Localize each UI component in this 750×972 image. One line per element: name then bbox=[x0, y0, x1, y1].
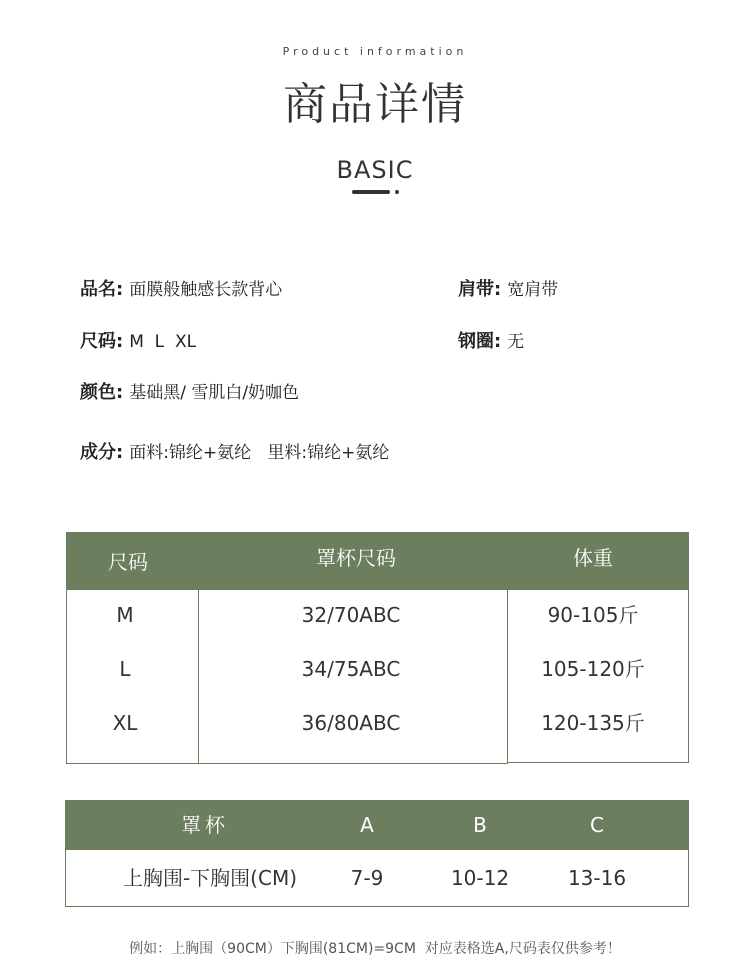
info-strap-value: 宽肩带 bbox=[507, 280, 559, 300]
table-border bbox=[65, 906, 689, 907]
cup-table-value-a: 7-9 bbox=[350, 866, 384, 890]
info-size bbox=[80, 327, 196, 353]
info-material-value: 面料:锦纶+氨纶 里料:锦纶+氨纶 bbox=[129, 443, 390, 463]
weight-cell: 105-120斤 bbox=[541, 657, 645, 681]
info-size-key: 尺码: bbox=[80, 331, 124, 352]
table-border bbox=[688, 850, 689, 907]
cup-cell: 34/75ABC bbox=[301, 657, 401, 681]
cup-cell: 36/80ABC bbox=[301, 711, 401, 735]
table-border bbox=[66, 763, 508, 764]
info-strap-key: 肩带: bbox=[458, 279, 502, 300]
section-title: BASIC bbox=[336, 156, 414, 184]
info-color bbox=[80, 378, 299, 404]
size-cell: L bbox=[119, 657, 131, 681]
subtitle-en: Product information bbox=[282, 45, 468, 58]
size-cell: M bbox=[116, 603, 134, 627]
cup-table-header-b: B bbox=[473, 813, 487, 837]
weight-cell: 120-135斤 bbox=[541, 711, 645, 735]
info-strap bbox=[458, 275, 558, 301]
info-name bbox=[80, 275, 282, 301]
info-material-key: 成分: bbox=[80, 442, 124, 463]
cup-table-value-b: 10-12 bbox=[450, 866, 510, 890]
section-underline-dot bbox=[395, 190, 399, 194]
cup-table-row-label: 上胸围-下胸围(CM) bbox=[122, 866, 298, 890]
cup-cell: 32/70ABC bbox=[301, 603, 401, 627]
page-title: 商品详情 bbox=[283, 79, 467, 130]
table-border bbox=[507, 762, 689, 763]
size-table-header-weight: 体重 bbox=[573, 546, 613, 570]
table-border bbox=[65, 850, 66, 907]
table-border bbox=[688, 590, 689, 763]
cup-table bbox=[65, 800, 689, 907]
section-underline bbox=[352, 190, 390, 194]
info-name-value: 面膜般触感长款背心 bbox=[129, 280, 283, 300]
info-wire bbox=[458, 327, 524, 353]
info-color-key: 颜色: bbox=[80, 382, 124, 403]
info-wire-key: 钢圈: bbox=[458, 331, 502, 352]
size-table-header-size: 尺码 bbox=[108, 550, 148, 574]
size-table bbox=[66, 532, 689, 764]
info-name-key: 品名: bbox=[80, 279, 124, 300]
cup-table-header-cup: 罩杯 bbox=[181, 813, 229, 837]
cup-table-header-a: A bbox=[360, 813, 374, 837]
info-color-value: 基础黑/ 雪肌白/奶咖色 bbox=[129, 383, 300, 403]
cup-table-header-c: C bbox=[590, 813, 604, 837]
cup-table-value-c: 13-16 bbox=[567, 866, 627, 890]
info-size-value: M L XL bbox=[129, 332, 197, 352]
size-cell: XL bbox=[112, 711, 138, 735]
weight-cell: 90-105斤 bbox=[547, 603, 639, 627]
info-material bbox=[80, 438, 389, 464]
info-wire-value: 无 bbox=[507, 332, 525, 352]
footnote: 例如：上胸围（90CM）下胸围(81CM)=9CM 对应表格选A,尺码表仅供参考！ bbox=[129, 941, 621, 957]
size-table-header-cup: 罩杯尺码 bbox=[316, 546, 396, 570]
